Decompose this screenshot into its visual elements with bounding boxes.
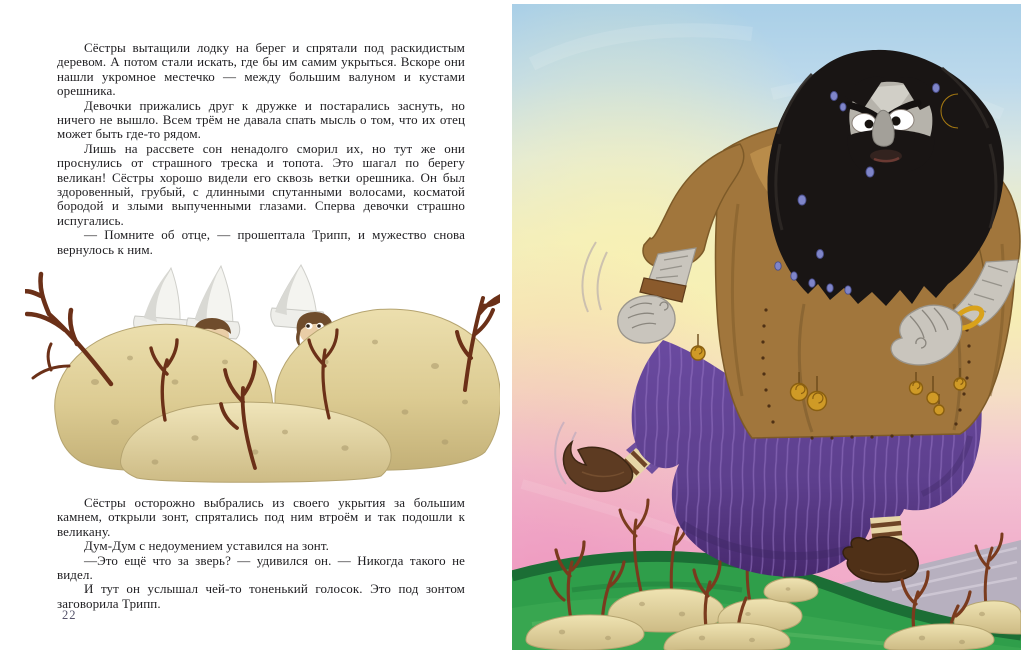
paragraph: — Помните об отце, — прошептала Трипп, и мужество снова вернулось к ним. (57, 227, 465, 257)
illustration-giant (512, 4, 1021, 650)
paragraph: Сёстры осторожно выбрались из своего укрытия за большим камнем, открыли зонт, спрятались под ним втроём и так подошли к великану. (57, 495, 465, 539)
paragraph: —Это ещё что за зверь? — удивился он. — Никогда такого не видел. (57, 552, 465, 583)
paragraph: Лишь на рассвете сон ненадолго сморил их, но тут же они проснулись от страшного треска и топота. Это шагал по берегу великан! Сёстры хорошо видели его сквозь ветки орешника. Он был здоровенный, грубый, с длинными спутанными волосами, косматой бородой и злыми выпученными глазами. Сперва девочки страшно испугались. (57, 140, 465, 228)
paragraph: Сёстры вытащили лодку на берег и спрятали под раскидистым деревом. А потом стали искать, где бы им самим укрыться. Вскоре они нашли укромное местечко — между большим валуном и кустами орешника. (57, 40, 465, 99)
giant-pupil (865, 120, 874, 129)
paragraph: Девочки прижались друг к дружке и постарались заснуть, но ничего не вышло. Всем трём не давала спать мысль о том, что их отец может быть где-то рядом. (57, 97, 465, 142)
illustration-girls-behind-rocks (25, 262, 500, 484)
page-number: 22 (62, 608, 77, 622)
girl-pupil (317, 324, 321, 328)
paragraph: И тут он услышал чей-то тоненький голосок. Это под зонтом заговорила Трипп. (57, 581, 465, 611)
story-text-bottom (57, 496, 465, 611)
story-text-top (57, 41, 465, 257)
paragraph: Дум-Дум с недоумением уставился на зонт. (84, 538, 330, 554)
rock (764, 578, 818, 602)
girl-pupil (306, 324, 310, 328)
